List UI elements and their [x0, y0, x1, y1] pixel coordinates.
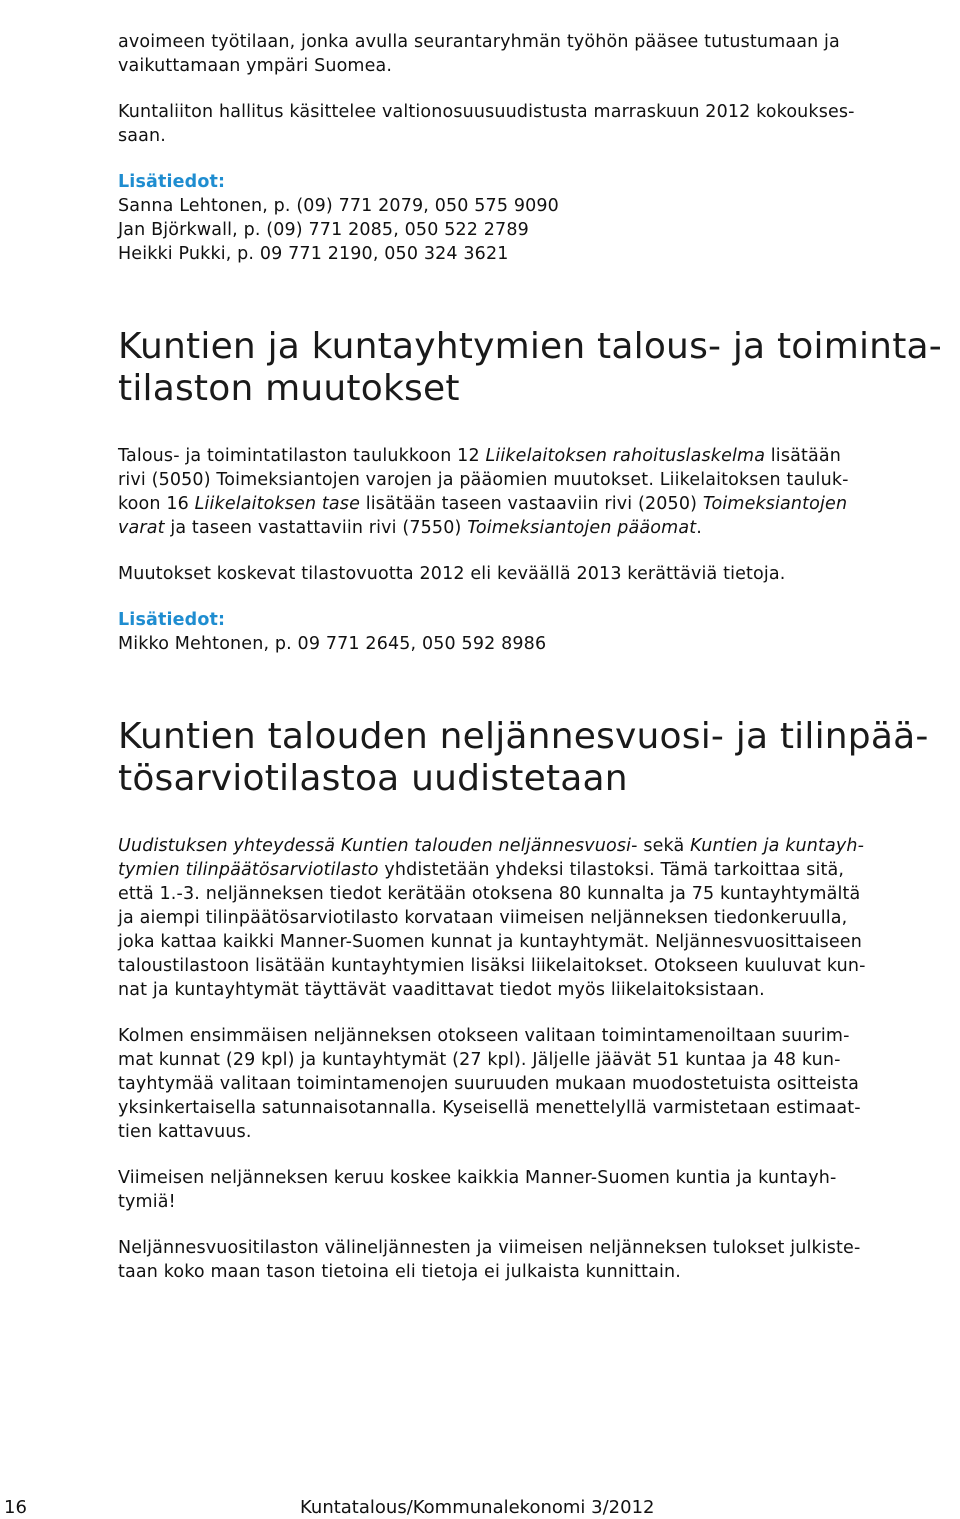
section-heading: tösarviotilastoa uudistetaan	[118, 758, 628, 799]
page-number: 16	[4, 1497, 27, 1518]
text-line: Uudistuksen yhteydessä Kuntien talouden neljännesvuosi- sekä Kuntien ja kuntayh-	[118, 836, 865, 856]
contact-line: Mikko Mehtonen, p. 09 771 2645, 050 592 8986	[118, 634, 547, 654]
section-heading: Kuntien ja kuntayhtymien talous- ja toiminta-	[118, 326, 942, 367]
text-line: yksinkertaisella satunnaisotannalla. Kyseisellä menettelyllä varmistetaan estimaat-	[118, 1098, 861, 1118]
text-line: Kolmen ensimmäisen neljänneksen otokseen valitaan toimintamenoiltaan suurim-	[118, 1026, 850, 1046]
text-line: Viimeisen neljänneksen keruu koskee kaikkia Manner-Suomen kuntia ja kuntayh-	[118, 1168, 837, 1188]
text-line: että 1.-3. neljänneksen tiedot kerätään otoksena 80 kunnalta ja 75 kuntayhtymältä	[118, 884, 861, 904]
text-line: tymiä!	[118, 1192, 176, 1212]
text-line: vaikuttamaan ympäri Suomea.	[118, 56, 393, 76]
text-line: joka kattaa kaikki Manner-Suomen kunnat ja kuntayhtymät. Neljännesvuosittaiseen	[118, 932, 862, 952]
text-line: Talous- ja toimintatilaston taulukkoon 12 Liikelaitoksen rahoituslaskelma lisätään	[118, 446, 841, 466]
contact-line: Sanna Lehtonen, p. (09) 771 2079, 050 575 9090	[118, 196, 559, 216]
text-line: taloustilastoon lisätään kuntayhtymien lisäksi liikelaitokset. Otokseen kuuluvat kun-	[118, 956, 866, 976]
contact-label: Lisätiedot:	[118, 172, 226, 192]
contact-line: Heikki Pukki, p. 09 771 2190, 050 324 3621	[118, 244, 509, 264]
text-line: nat ja kuntayhtymät täyttävät vaadittavat tiedot myös liikelaitoksistaan.	[118, 980, 765, 1000]
text-line: tien kattavuus.	[118, 1122, 252, 1142]
text-line: Muutokset koskevat tilastovuotta 2012 eli keväällä 2013 kerättäviä tietoja.	[118, 564, 786, 584]
text-line: Neljännesvuositilaston välineljännesten ja viimeisen neljänneksen tulokset julkiste-	[118, 1238, 861, 1258]
text-line: tayhtymää valitaan toimintamenojen suuruuden mukaan muodostetuista ositteista	[118, 1074, 860, 1094]
contact-label: Lisätiedot:	[118, 610, 226, 630]
text-line: tymien tilinpäätösarviotilasto yhdistetään yhdeksi tilastoksi. Tämä tarkoittaa sitä,	[118, 860, 845, 880]
page-content	[118, 30, 942, 1284]
text-line: Kuntaliiton hallitus käsittelee valtionosuusuudistusta marraskuun 2012 kokoukses-	[118, 102, 855, 122]
text-line: saan.	[118, 126, 166, 146]
text-line: avoimeen työtilaan, jonka avulla seurantaryhmän työhön pääsee tutustumaan ja	[118, 32, 840, 52]
section-heading: Kuntien talouden neljännesvuosi- ja tilinpää-	[118, 716, 929, 757]
text-line: taan koko maan tason tietoina eli tietoja ei julkaista kunnittain.	[118, 1262, 682, 1282]
section-heading: tilaston muutokset	[118, 368, 460, 409]
text-line: varat ja taseen vastattaviin rivi (7550) Toimeksiantojen pääomat.	[118, 518, 702, 538]
text-line: ja aiempi tilinpäätösarviotilasto korvataan viimeisen neljänneksen tiedonkeruulla,	[118, 908, 848, 928]
publication-name: Kuntatalous/Kommunalekonomi 3/2012	[300, 1497, 655, 1518]
text-line: koon 16 Liikelaitoksen tase lisätään taseen vastaaviin rivi (2050) Toimeksiantojen	[118, 494, 848, 514]
text-line: rivi (5050) Toimeksiantojen varojen ja pääomien muutokset. Liikelaitoksen tauluk-	[118, 470, 849, 490]
text-line: mat kunnat (29 kpl) ja kuntayhtymät (27 kpl). Jäljelle jäävät 51 kuntaa ja 48 kun-	[118, 1050, 841, 1070]
contact-line: Jan Björkwall, p. (09) 771 2085, 050 522 2789	[118, 220, 529, 240]
